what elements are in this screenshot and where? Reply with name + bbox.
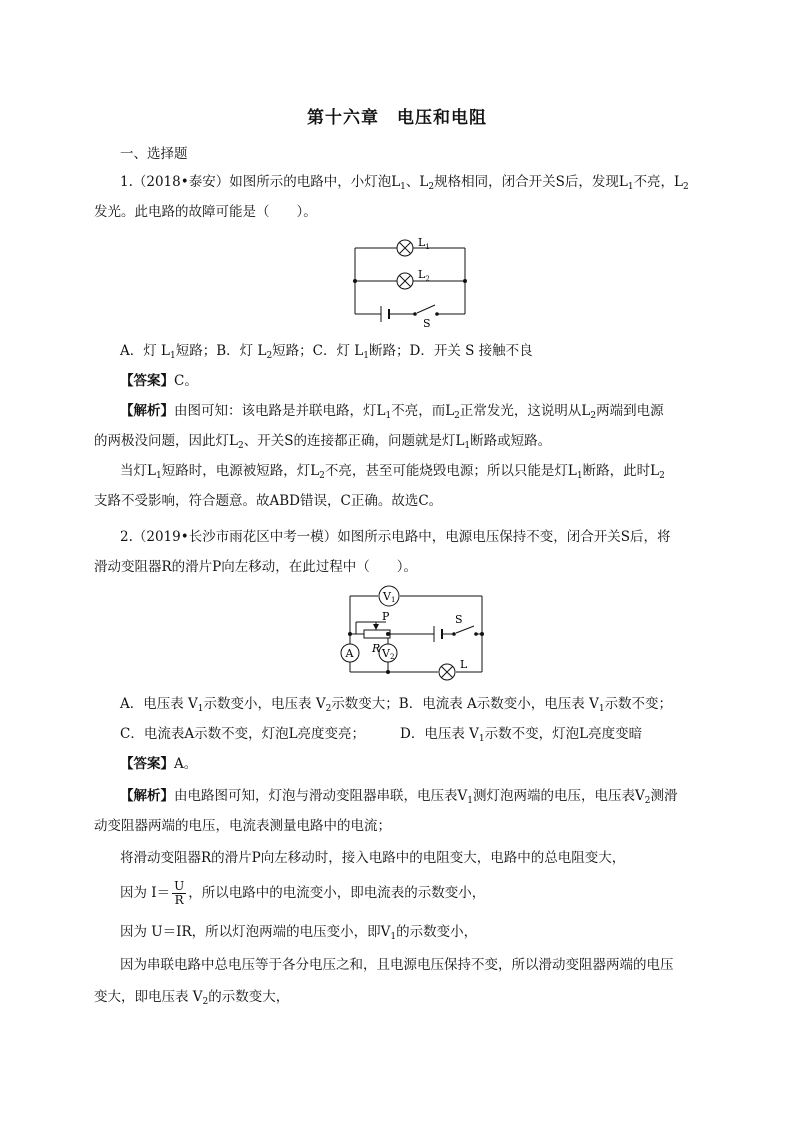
lamp-l2-icon [397,273,413,289]
ammeter-icon [341,644,359,662]
battery-icon [434,626,442,642]
q1-analysis-line1: 【解析】由图可知：该电路是并联电路，灯$L_1$不亮，而$L_2$正常发光，这说明从$L_2$两端到电源 [120,403,664,421]
q1-options: A．灯 $L_1$短路；B．灯 $L_2$短路；C．灯 $L_1$断路；D．开关 S 接触不良 [120,343,533,361]
q2-analysis-line5: 因为 U＝IR，所以灯泡两端的电压变小，即$V_1$的示数变小， [120,924,478,942]
q2-options-ab: A．电压表 $V_1$示数变小，电压表 $V_2$示数变大；B．电流表 A示数变小，电压表 $V_1$示数不变； [120,696,673,714]
q1-stem-line1: 1.（2018•泰安）如图所示的电路中，小灯泡$L_1$、$L_2$规格相同，闭合开关S后，发现$L_1$不亮，$L_2$ [120,174,689,192]
label-l: L [460,658,468,671]
voltmeter-v2-icon [379,644,397,662]
q2-analysis-line3: 将滑动变阻器R的滑片P向左移动时，接入电路中的电阻变大，电路中的总电阻变大， [120,850,626,866]
label-p: P [382,610,390,623]
q2-analysis-line1: 【解析】由电路图可知，灯泡与滑动变阻器串联，电压表$V_1$测灯泡两端的电压，电压表$V_2$测滑 [120,788,678,806]
lamp-l1-icon [397,240,413,256]
label-l2: $L_2$ [418,268,430,283]
q1-analysis-line2: 的两极没问题，因此灯$L_2$、开关S的连接都正确，问题就是灯$L_1$断路或短路。 [94,433,552,451]
section-heading: 一、选择题 [120,146,188,162]
q2-analysis-line2: 动变阻器两端的电压，电流表测量电路中的电流； [94,818,391,834]
q2-stem-line2: 滑动变阻器R的滑片P向左移动，在此过程中（ ）。 [94,559,417,575]
label-l1: $L_1$ [418,236,430,251]
svg-text:V1: V1 [383,590,396,604]
lamp-l-icon [439,664,455,680]
label-s: S [455,613,463,626]
q1-analysis-line4: 支路不受影响，符合题意。故ABD错误，C正确。故选C。 [94,493,443,509]
label-s: S [423,317,431,328]
svg-text:A: A [345,647,354,660]
q2-circuit-diagram [338,582,488,682]
q2-stem-line1: 2.（2019•长沙市雨花区中考一模）如图所示电路中，电源电压保持不变，闭合开关S后，将 [120,529,671,545]
q1-answer: 【答案】C。 [120,373,198,389]
q2-analysis-line6: 因为串联电路中总电压等于各分电压之和，且电源电压保持不变，所以滑动变阻器两端的电压 [120,957,674,973]
switch-icon [413,305,439,316]
fraction-u-over-r: $\frac{U}{R}$ [174,879,185,907]
q2-option-c: C．电流表A示数不变，灯泡L亮度变亮； [120,726,366,742]
q2-option-d: D．电压表 $V_1$示数不变，灯泡L亮度变暗 [400,726,643,744]
switch-icon [452,626,478,636]
q2-answer: 【答案】A。 [120,756,198,772]
q1-stem-line2: 发光。此电路的故障可能是（ ）。 [94,204,317,220]
battery-icon [381,306,389,322]
voltmeter-v1-icon [379,586,399,606]
page-title: 第十六章 电压和电阻 [307,108,487,128]
q2-analysis-line4: 因为 I＝ $\frac{U}{R}$ ，所以电路中的电流变小，即电流表的示数变小， [120,879,486,907]
q1-analysis-line3: 当灯$L_1$短路时，电源被短路，灯$L_2$不亮，甚至可能烧毁电源；所以只能是灯$L_1$断路，此时$L_2$ [120,463,665,481]
label-r: R [372,642,381,655]
q2-analysis-line7: 变大，即电压表 $V_2$的示数变大， [94,989,290,1007]
q1-circuit-diagram [345,228,475,328]
svg-text:V2: V2 [382,647,395,661]
